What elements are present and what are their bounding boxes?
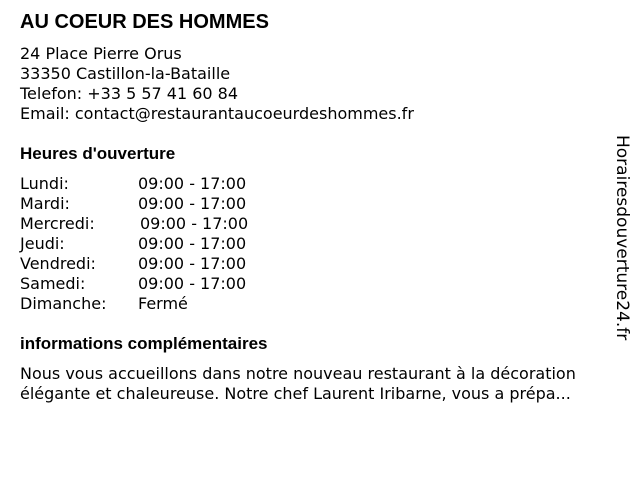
day-hours: 09:00 - 17:00: [138, 194, 247, 213]
day-hours: 09:00 - 17:00: [138, 174, 247, 193]
day-label: Mardi:: [20, 194, 70, 213]
day-hours: 09:00 - 17:00: [138, 234, 247, 253]
day-hours: 09:00 - 17:00: [138, 274, 247, 293]
day-hours: Fermé: [138, 294, 188, 313]
address-block: [20, 44, 414, 124]
day-label: Samedi:: [20, 274, 86, 293]
day-label: Mercredi:: [20, 214, 95, 233]
day-label: Vendredi:: [20, 254, 96, 273]
city-postal-code: 33350 Castillon-la-Bataille: [20, 64, 231, 83]
day-label: Lundi:: [20, 174, 69, 193]
business-name: AU COEUR DES HOMMES: [20, 11, 269, 33]
day-label: Dimanche:: [20, 294, 107, 313]
additional-info-text: [20, 364, 625, 404]
day-label: Jeudi:: [20, 234, 65, 253]
day-hours: 09:00 - 17:00: [140, 214, 249, 233]
site-watermark: Horairesdouverture24.fr: [612, 135, 632, 341]
description-line: élégante et chaleureuse. Notre chef Laurent Iribarne, vous a prépa...: [20, 384, 571, 403]
street-address: 24 Place Pierre Orus: [20, 44, 182, 63]
additional-info-heading: informations complémentaires: [20, 334, 268, 353]
opening-hours-heading: Heures d'ouverture: [20, 144, 176, 163]
day-hours: 09:00 - 17:00: [138, 254, 247, 273]
description-line: Nous vous accueillons dans notre nouveau restaurant à la décoration: [20, 364, 576, 383]
phone-line: Telefon: +33 5 57 41 60 84: [20, 84, 239, 103]
email-line: Email: contact@restaurantaucoeurdeshommes.fr: [20, 104, 414, 123]
